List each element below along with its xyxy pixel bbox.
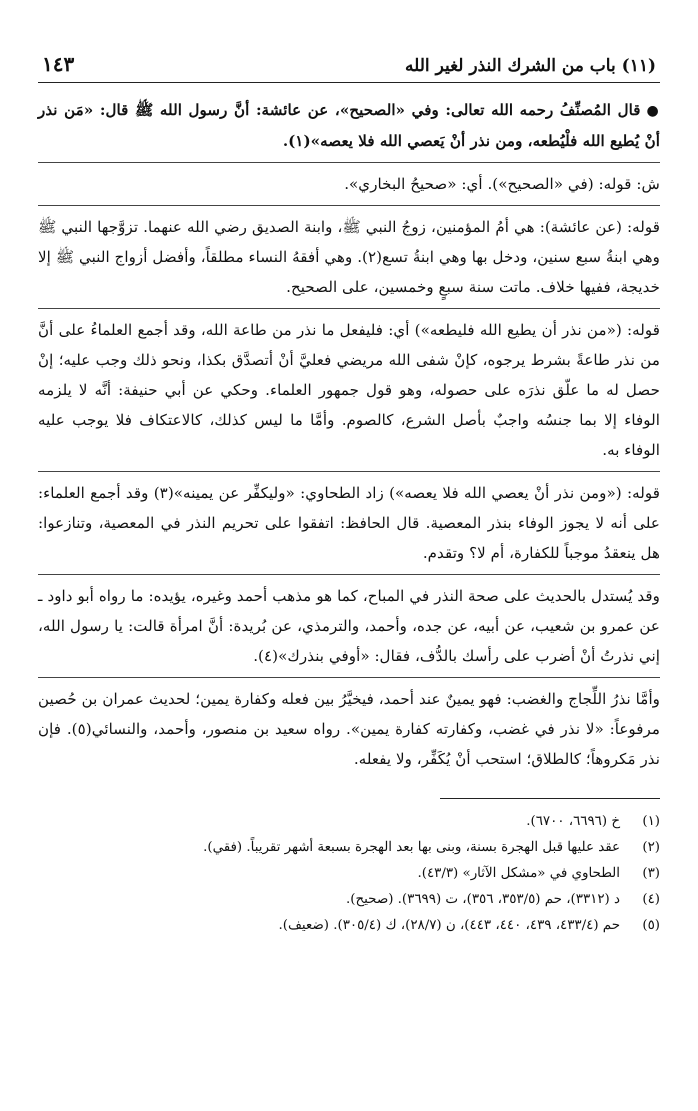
bullet-icon: ● (646, 103, 661, 119)
page-header (38, 52, 660, 83)
paragraph-sharh-intro: ش: قوله: (في «الصحيح»). أي: «صحيحُ البخاري». (344, 175, 660, 193)
divider (38, 574, 660, 575)
divider (38, 205, 660, 206)
chapter-title: (١١) باب من الشرك النذر لغير الله (405, 56, 656, 76)
paragraph-aisha: قوله: (عن عائشة): هي أمُ المؤمنين، زوجُ النبي ﷺ، وابنة الصديق رضي الله عنهما. تزوَّجها النبي ﷺ وهي ابنةُ سبع سنين، ودخل بها وهي ابنةُ تسع(٢). وهي أفقهُ النساء مطلقاً، وأفضل أزواج النبي ﷺ إلا خديجة، ففيها خلاف. ماتت سنة سبعٍ وخمسين، على الصحيح. (38, 218, 660, 296)
footnote-item (38, 861, 660, 887)
paragraph-permissible-vow: وقد يُستدل بالحديث على صحة النذر في المباح، كما هو مذهب أحمد وغيره، يؤيده: ما رواه أبو داود ـ عن عمرو بن شعيب، عن أبيه، عن جده، وأحمد، والترمذي، عن بُريدة: أنَّ امرأة قالت: يا رسول الله، إني نذرتُ أنْ أضرب على رأسك بالدُّف، فقال: «أوفي بنذرك»(٤). (38, 587, 660, 665)
paragraph-hadith (38, 95, 660, 156)
footnote-text: د (٣٣١٢)، حم (٣٥٣/٥، ٣٥٦)، ت (٣٦٩٩). (صحيح). (346, 892, 620, 907)
paragraph-sin-vow: قوله: («ومن نذر أنْ يعصي الله فلا يعصه») زاد الطحاوي: «وليكفِّر عن يمينه»(٣) وقد أجمع العلماء: على أنه لا يجوز الوفاء بنذر المعصية. قال الحافظ: اتفقوا على تحريم النذر في المعصية، وتنازعوا: هل ينعقدُ موجباً للكفارة، أم لا؟ وتقدم. (38, 484, 660, 562)
paragraph-obedience-vow: قوله: («من نذر أن يطيع الله فليطعه») أي: فليفعل ما نذر من طاعة الله، وقد أجمع العلماءُ على أنَّ من نذر طاعةً بشرط يرجوه، كإنْ شفى الله مريضي فعليَّ أنْ أتصدَّق بكذا، ونحو ذلك وجب عليه؛ إنْ حصل له ما علّق نذرَه على حصوله، وهو قول جمهور العلماء. وحكي عن أبي حنيفة: أنَّه لا يلزمه الوفاء إلا بما جنسُه واجبٌ بأصل الشرع، كالصوم. وأمَّا ما ليس كذلك، كالاعتكاف فلا يوجب عليه الوفاء به. (38, 321, 660, 459)
divider (38, 162, 660, 163)
footnote-item (38, 809, 660, 835)
footnote-item (38, 835, 660, 861)
main-text (38, 95, 660, 774)
footnote-number: (٤) (642, 892, 660, 907)
paragraph-text: قال المُصنِّفُ رحمه الله تعالى: وفي «الصحيح»، عن عائشة: أنَّ رسول الله ﷺ قال: «مَن نذر أنْ يُطيع الله فلْيُطعه، ومن نذر أنْ يَعصي الله فلا يعصه»(١). (38, 101, 660, 150)
footnote-item (38, 887, 660, 913)
divider (38, 471, 660, 472)
divider (38, 308, 660, 309)
footnote-number: (١) (642, 814, 660, 829)
footnote-text: الطحاوي في «مشكل الآثار» (٤٣/٣). (417, 866, 620, 881)
footnote-number: (٥) (642, 918, 660, 933)
page-number: ١٤٣ (42, 52, 75, 76)
footnote-text: حم (٤٣٣/٤، ٤٣٩، ٤٤٠، ٤٤٣)، ن (٢٨/٧)، ك (٣٠٥/٤). (ضعيف). (278, 918, 620, 933)
footnote-rule (440, 798, 660, 799)
footnote-text: عقد عليها قبل الهجرة بسنة، وبنى بها بعد الهجرة بسبعة أشهر تقريباً. (فقي). (203, 840, 620, 855)
footnote-number: (٣) (642, 866, 660, 881)
footnote-number: (٢) (642, 840, 660, 855)
footnote-text: خ (٦٦٩٦، ٦٧٠٠). (526, 814, 620, 829)
paragraph-anger-vow: وأمَّا نذرُ اللِّجاج والغضب: فهو يمينٌ عند أحمد، فيخيَّرُ بين فعله وكفارة يمين؛ لحديث عمران بن حُصين مرفوعاً: «لا نذر في غضب، وكفارته كفارة يمين». رواه سعيد بن منصور، وأحمد، والنسائي(٥). فإن نذر مَكروهاً؛ كالطلاق؛ استحب أنْ يُكَفِّر، ولا يفعله. (38, 690, 661, 768)
divider (38, 677, 660, 678)
footnote-item (38, 913, 660, 939)
book-page (38, 52, 660, 939)
footnotes (38, 809, 660, 939)
